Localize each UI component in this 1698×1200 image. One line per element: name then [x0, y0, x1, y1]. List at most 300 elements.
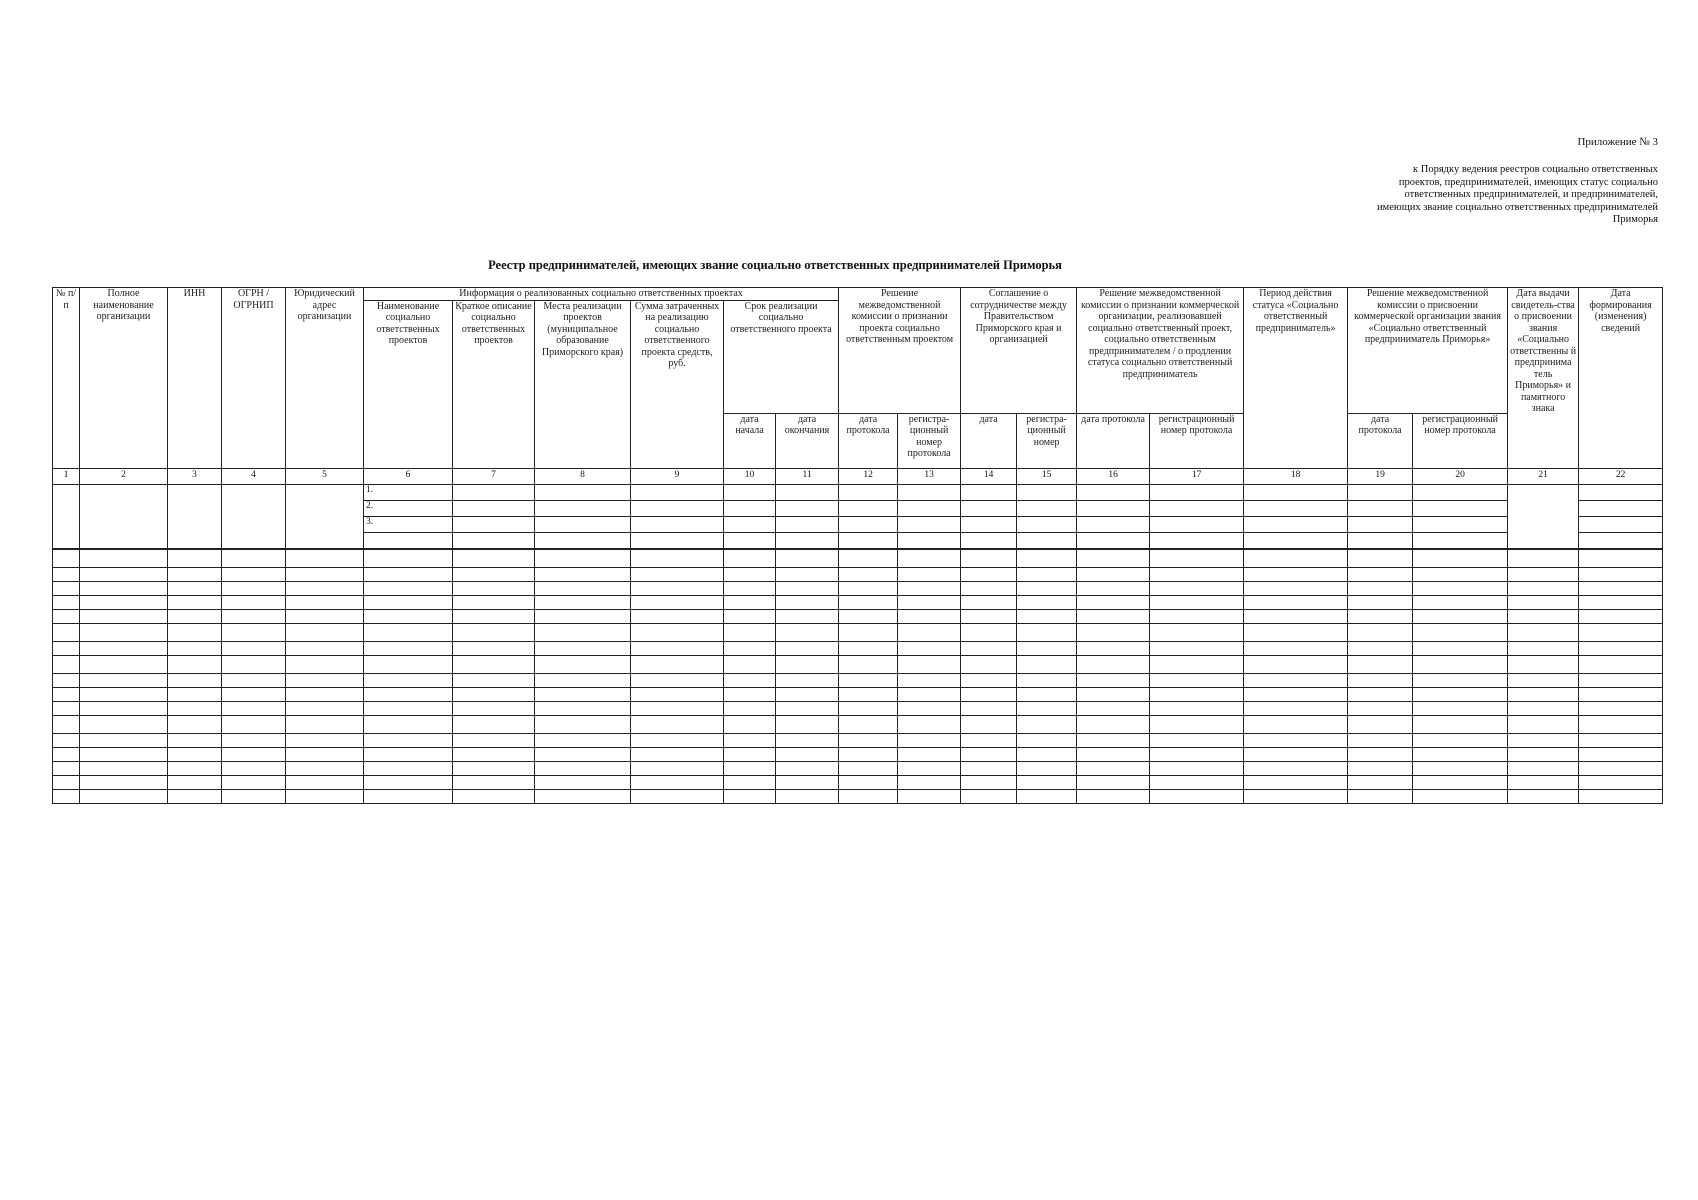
table-cell[interactable]: [168, 655, 222, 673]
table-cell[interactable]: [1348, 567, 1413, 581]
table-cell[interactable]: [535, 532, 631, 549]
table-cell[interactable]: [1579, 655, 1663, 673]
table-cell[interactable]: [364, 701, 453, 715]
table-cell[interactable]: [453, 673, 535, 687]
table-cell[interactable]: [222, 567, 286, 581]
table-cell[interactable]: [898, 775, 961, 789]
table-cell[interactable]: [724, 775, 776, 789]
table-cell[interactable]: [839, 581, 898, 595]
table-cell[interactable]: [535, 761, 631, 775]
table-cell[interactable]: [535, 641, 631, 655]
table-cell[interactable]: [1150, 516, 1244, 532]
table-cell[interactable]: [80, 761, 168, 775]
table-cell[interactable]: [1413, 673, 1508, 687]
table-cell[interactable]: [1579, 549, 1663, 568]
table-cell[interactable]: [535, 655, 631, 673]
table-cell[interactable]: [631, 715, 724, 733]
table-cell[interactable]: [1077, 549, 1150, 568]
table-cell[interactable]: [80, 641, 168, 655]
table-cell[interactable]: [286, 789, 364, 803]
table-cell[interactable]: [1413, 715, 1508, 733]
table-cell[interactable]: [168, 789, 222, 803]
table-cell[interactable]: [839, 789, 898, 803]
table-cell[interactable]: [1579, 733, 1663, 747]
table-cell[interactable]: [776, 701, 839, 715]
table-cell[interactable]: [453, 581, 535, 595]
table-cell[interactable]: [1150, 715, 1244, 733]
table-cell[interactable]: [453, 733, 535, 747]
table-cell[interactable]: [535, 500, 631, 516]
table-cell[interactable]: [1244, 581, 1348, 595]
table-cell[interactable]: [898, 567, 961, 581]
table-cell[interactable]: [1508, 623, 1579, 641]
table-cell[interactable]: [1413, 595, 1508, 609]
table-cell[interactable]: [1413, 687, 1508, 701]
table-cell[interactable]: [1244, 623, 1348, 641]
table-cell[interactable]: [168, 733, 222, 747]
table-cell[interactable]: [898, 581, 961, 595]
table-cell[interactable]: [1077, 761, 1150, 775]
table-cell[interactable]: [168, 775, 222, 789]
table-cell[interactable]: [1579, 775, 1663, 789]
table-cell[interactable]: [1348, 641, 1413, 655]
table-cell[interactable]: [1244, 655, 1348, 673]
table-cell[interactable]: [286, 775, 364, 789]
table-cell[interactable]: [53, 761, 80, 775]
table-cell[interactable]: [453, 761, 535, 775]
table-cell[interactable]: [80, 623, 168, 641]
table-cell[interactable]: [961, 701, 1017, 715]
table-cell[interactable]: [1017, 775, 1077, 789]
table-cell[interactable]: [1413, 761, 1508, 775]
table-cell[interactable]: [776, 609, 839, 623]
table-cell[interactable]: [168, 581, 222, 595]
table-cell[interactable]: [776, 655, 839, 673]
table-cell[interactable]: [1579, 567, 1663, 581]
table-cell[interactable]: [1579, 701, 1663, 715]
table-cell[interactable]: [535, 581, 631, 595]
table-cell[interactable]: [1508, 733, 1579, 747]
table-cell[interactable]: [1077, 623, 1150, 641]
table-cell[interactable]: [222, 673, 286, 687]
table-cell[interactable]: [839, 500, 898, 516]
table-cell[interactable]: [1017, 687, 1077, 701]
table-cell[interactable]: [1150, 581, 1244, 595]
table-cell[interactable]: [724, 701, 776, 715]
table-cell[interactable]: [1244, 641, 1348, 655]
table-cell[interactable]: [1150, 595, 1244, 609]
table-cell[interactable]: [1348, 701, 1413, 715]
table-cell[interactable]: [1413, 775, 1508, 789]
table-cell[interactable]: [535, 623, 631, 641]
table-cell[interactable]: [168, 484, 222, 549]
table-cell[interactable]: [1017, 733, 1077, 747]
table-cell[interactable]: [453, 532, 535, 549]
table-cell[interactable]: [961, 789, 1017, 803]
table-cell[interactable]: [453, 715, 535, 733]
table-cell[interactable]: [1077, 641, 1150, 655]
table-cell[interactable]: [1579, 761, 1663, 775]
table-cell[interactable]: [961, 623, 1017, 641]
table-cell[interactable]: [286, 747, 364, 761]
table-cell[interactable]: [535, 687, 631, 701]
table-cell[interactable]: [1508, 549, 1579, 568]
table-cell[interactable]: [1508, 747, 1579, 761]
table-cell[interactable]: [535, 549, 631, 568]
table-cell[interactable]: [961, 549, 1017, 568]
table-cell[interactable]: [453, 687, 535, 701]
table-cell[interactable]: [724, 581, 776, 595]
table-cell[interactable]: [1413, 581, 1508, 595]
table-cell[interactable]: [535, 567, 631, 581]
table-cell[interactable]: [80, 775, 168, 789]
table-cell[interactable]: [1244, 789, 1348, 803]
table-cell[interactable]: [364, 715, 453, 733]
table-cell[interactable]: [53, 484, 80, 549]
table-cell[interactable]: [776, 484, 839, 500]
table-cell[interactable]: [839, 701, 898, 715]
table-cell[interactable]: [961, 655, 1017, 673]
table-cell[interactable]: [631, 701, 724, 715]
table-cell[interactable]: [898, 701, 961, 715]
table-cell[interactable]: [1244, 595, 1348, 609]
table-cell[interactable]: [80, 484, 168, 549]
table-cell[interactable]: [1579, 747, 1663, 761]
table-cell[interactable]: [53, 549, 80, 568]
table-cell[interactable]: [364, 655, 453, 673]
table-cell[interactable]: [898, 609, 961, 623]
project-row-label[interactable]: 2.: [364, 500, 453, 516]
table-cell[interactable]: [631, 655, 724, 673]
table-cell[interactable]: [53, 567, 80, 581]
table-cell[interactable]: [1508, 789, 1579, 803]
table-cell[interactable]: [364, 549, 453, 568]
table-cell[interactable]: [53, 641, 80, 655]
table-cell[interactable]: [1348, 609, 1413, 623]
table-cell[interactable]: [724, 609, 776, 623]
table-cell[interactable]: [168, 747, 222, 761]
table-cell[interactable]: [286, 673, 364, 687]
table-cell[interactable]: [724, 641, 776, 655]
table-cell[interactable]: [453, 701, 535, 715]
table-cell[interactable]: [364, 761, 453, 775]
table-cell[interactable]: [1077, 687, 1150, 701]
table-cell[interactable]: [1413, 623, 1508, 641]
table-cell[interactable]: [961, 673, 1017, 687]
table-cell[interactable]: [1348, 715, 1413, 733]
table-cell[interactable]: [1413, 701, 1508, 715]
table-cell[interactable]: [631, 549, 724, 568]
table-cell[interactable]: [1017, 532, 1077, 549]
table-cell[interactable]: [724, 673, 776, 687]
table-cell[interactable]: [1348, 673, 1413, 687]
table-cell[interactable]: [1413, 549, 1508, 568]
table-cell[interactable]: [1413, 500, 1508, 516]
table-cell[interactable]: [1508, 641, 1579, 655]
table-cell[interactable]: [961, 747, 1017, 761]
table-cell[interactable]: [961, 687, 1017, 701]
table-cell[interactable]: [631, 484, 724, 500]
table-cell[interactable]: [364, 747, 453, 761]
table-cell[interactable]: [453, 484, 535, 500]
table-cell[interactable]: [1150, 549, 1244, 568]
table-cell[interactable]: [839, 655, 898, 673]
table-cell[interactable]: [1017, 761, 1077, 775]
table-cell[interactable]: [286, 595, 364, 609]
table-cell[interactable]: [839, 641, 898, 655]
table-cell[interactable]: [839, 747, 898, 761]
table-cell[interactable]: [631, 500, 724, 516]
table-cell[interactable]: [1150, 775, 1244, 789]
table-cell[interactable]: [1150, 623, 1244, 641]
table-cell[interactable]: [364, 789, 453, 803]
table-cell[interactable]: [961, 516, 1017, 532]
table-cell[interactable]: [53, 733, 80, 747]
table-cell[interactable]: [1348, 623, 1413, 641]
table-cell[interactable]: [1150, 733, 1244, 747]
table-cell[interactable]: [286, 761, 364, 775]
table-cell[interactable]: [1150, 761, 1244, 775]
table-cell[interactable]: [364, 567, 453, 581]
table-cell[interactable]: [286, 701, 364, 715]
table-cell[interactable]: [1508, 567, 1579, 581]
table-cell[interactable]: [961, 775, 1017, 789]
table-cell[interactable]: [631, 623, 724, 641]
table-cell[interactable]: [453, 747, 535, 761]
table-cell[interactable]: [776, 641, 839, 655]
table-cell[interactable]: [80, 655, 168, 673]
table-cell[interactable]: [776, 733, 839, 747]
table-cell[interactable]: [1579, 609, 1663, 623]
table-cell[interactable]: [535, 733, 631, 747]
table-cell[interactable]: [1150, 655, 1244, 673]
table-cell[interactable]: [776, 549, 839, 568]
table-cell[interactable]: [1348, 595, 1413, 609]
table-cell[interactable]: [222, 623, 286, 641]
table-cell[interactable]: [1579, 532, 1663, 549]
table-cell[interactable]: [453, 641, 535, 655]
table-cell[interactable]: [1508, 701, 1579, 715]
table-cell[interactable]: [1413, 747, 1508, 761]
table-cell[interactable]: [1244, 775, 1348, 789]
table-cell[interactable]: [776, 687, 839, 701]
table-cell[interactable]: [1244, 701, 1348, 715]
table-cell[interactable]: [961, 532, 1017, 549]
table-cell[interactable]: [1017, 609, 1077, 623]
table-cell[interactable]: [168, 549, 222, 568]
table-cell[interactable]: [286, 609, 364, 623]
table-cell[interactable]: [1150, 500, 1244, 516]
table-cell[interactable]: [1077, 673, 1150, 687]
table-cell[interactable]: [222, 747, 286, 761]
table-cell[interactable]: [1150, 673, 1244, 687]
table-cell[interactable]: [53, 701, 80, 715]
table-cell[interactable]: [898, 687, 961, 701]
table-cell[interactable]: [286, 641, 364, 655]
table-cell[interactable]: [1244, 673, 1348, 687]
table-cell[interactable]: [222, 701, 286, 715]
table-cell[interactable]: [1077, 789, 1150, 803]
table-cell[interactable]: [631, 761, 724, 775]
table-cell[interactable]: [1348, 789, 1413, 803]
table-cell[interactable]: [168, 623, 222, 641]
table-cell[interactable]: [80, 595, 168, 609]
table-cell[interactable]: [724, 549, 776, 568]
table-cell[interactable]: [898, 549, 961, 568]
table-cell[interactable]: [776, 761, 839, 775]
table-cell[interactable]: [1348, 549, 1413, 568]
table-cell[interactable]: [839, 673, 898, 687]
table-cell[interactable]: [839, 715, 898, 733]
table-cell[interactable]: [1348, 581, 1413, 595]
table-cell[interactable]: [1017, 581, 1077, 595]
table-cell[interactable]: [1413, 609, 1508, 623]
table-cell[interactable]: [53, 609, 80, 623]
table-cell[interactable]: [222, 789, 286, 803]
table-cell[interactable]: [1348, 484, 1413, 500]
table-cell[interactable]: [631, 733, 724, 747]
table-cell[interactable]: [898, 789, 961, 803]
table-cell[interactable]: [80, 687, 168, 701]
table-cell[interactable]: [364, 775, 453, 789]
table-cell[interactable]: [168, 595, 222, 609]
table-cell[interactable]: [961, 761, 1017, 775]
table-cell[interactable]: [53, 623, 80, 641]
table-cell[interactable]: [724, 595, 776, 609]
table-cell[interactable]: [776, 516, 839, 532]
table-cell[interactable]: [776, 775, 839, 789]
table-cell[interactable]: [1508, 775, 1579, 789]
table-cell[interactable]: [364, 532, 453, 549]
table-cell[interactable]: [53, 581, 80, 595]
table-cell[interactable]: [168, 715, 222, 733]
table-cell[interactable]: [898, 761, 961, 775]
table-cell[interactable]: [80, 701, 168, 715]
table-cell[interactable]: [364, 595, 453, 609]
table-cell[interactable]: [1579, 673, 1663, 687]
table-cell[interactable]: [1017, 623, 1077, 641]
table-cell[interactable]: [80, 673, 168, 687]
table-cell[interactable]: [535, 747, 631, 761]
project-row-label[interactable]: 3.: [364, 516, 453, 532]
table-cell[interactable]: [1413, 532, 1508, 549]
table-cell[interactable]: [1413, 789, 1508, 803]
table-cell[interactable]: [961, 641, 1017, 655]
table-cell[interactable]: [898, 623, 961, 641]
table-cell[interactable]: [898, 641, 961, 655]
table-cell[interactable]: [1077, 775, 1150, 789]
table-cell[interactable]: [1077, 567, 1150, 581]
table-cell[interactable]: [1348, 775, 1413, 789]
table-cell[interactable]: [839, 761, 898, 775]
table-cell[interactable]: [724, 789, 776, 803]
table-cell[interactable]: [1244, 484, 1348, 500]
table-cell[interactable]: [222, 655, 286, 673]
table-cell[interactable]: [1077, 655, 1150, 673]
table-cell[interactable]: [1077, 595, 1150, 609]
table-cell[interactable]: [453, 655, 535, 673]
table-cell[interactable]: [1017, 516, 1077, 532]
table-cell[interactable]: [898, 715, 961, 733]
table-cell[interactable]: [898, 747, 961, 761]
table-cell[interactable]: [1348, 500, 1413, 516]
table-cell[interactable]: [286, 733, 364, 747]
table-cell[interactable]: [286, 567, 364, 581]
table-cell[interactable]: [898, 500, 961, 516]
table-cell[interactable]: [1244, 715, 1348, 733]
table-cell[interactable]: [839, 623, 898, 641]
table-cell[interactable]: [80, 549, 168, 568]
table-cell[interactable]: [1413, 641, 1508, 655]
table-cell[interactable]: [1579, 595, 1663, 609]
table-cell[interactable]: [222, 484, 286, 549]
table-cell[interactable]: [724, 516, 776, 532]
table-cell[interactable]: [1508, 761, 1579, 775]
table-cell[interactable]: [1077, 516, 1150, 532]
table-cell[interactable]: [1413, 484, 1508, 500]
table-cell[interactable]: [724, 761, 776, 775]
table-cell[interactable]: [1244, 549, 1348, 568]
table-cell[interactable]: [168, 701, 222, 715]
table-cell[interactable]: [724, 623, 776, 641]
table-cell[interactable]: [168, 761, 222, 775]
table-cell[interactable]: [631, 532, 724, 549]
table-cell[interactable]: [1150, 609, 1244, 623]
table-cell[interactable]: [1150, 701, 1244, 715]
table-cell[interactable]: [286, 549, 364, 568]
table-cell[interactable]: [1508, 609, 1579, 623]
table-cell[interactable]: [364, 641, 453, 655]
table-cell[interactable]: [286, 623, 364, 641]
table-cell[interactable]: [222, 775, 286, 789]
table-cell[interactable]: [1348, 761, 1413, 775]
table-cell[interactable]: [1077, 484, 1150, 500]
table-cell[interactable]: [80, 609, 168, 623]
table-cell[interactable]: [535, 673, 631, 687]
table-cell[interactable]: [1413, 733, 1508, 747]
table-cell[interactable]: [961, 715, 1017, 733]
table-cell[interactable]: [1017, 673, 1077, 687]
table-cell[interactable]: [1579, 715, 1663, 733]
table-cell[interactable]: [839, 595, 898, 609]
table-cell[interactable]: [1017, 641, 1077, 655]
table-cell[interactable]: [961, 581, 1017, 595]
table-cell[interactable]: [535, 715, 631, 733]
table-cell[interactable]: [1579, 687, 1663, 701]
table-cell[interactable]: [222, 581, 286, 595]
table-cell[interactable]: [222, 687, 286, 701]
table-cell[interactable]: [1017, 549, 1077, 568]
table-cell[interactable]: [631, 595, 724, 609]
table-cell[interactable]: [961, 484, 1017, 500]
table-cell[interactable]: [839, 516, 898, 532]
table-cell[interactable]: [839, 609, 898, 623]
table-cell[interactable]: [364, 609, 453, 623]
table-cell[interactable]: [364, 687, 453, 701]
table-cell[interactable]: [898, 532, 961, 549]
table-cell[interactable]: [898, 655, 961, 673]
table-cell[interactable]: [631, 581, 724, 595]
table-cell[interactable]: [776, 581, 839, 595]
table-cell[interactable]: [724, 733, 776, 747]
table-cell[interactable]: [724, 567, 776, 581]
table-cell[interactable]: [776, 673, 839, 687]
table-cell[interactable]: [961, 500, 1017, 516]
table-cell[interactable]: [631, 747, 724, 761]
table-cell[interactable]: [286, 655, 364, 673]
table-cell[interactable]: [1017, 595, 1077, 609]
table-cell[interactable]: [1017, 747, 1077, 761]
